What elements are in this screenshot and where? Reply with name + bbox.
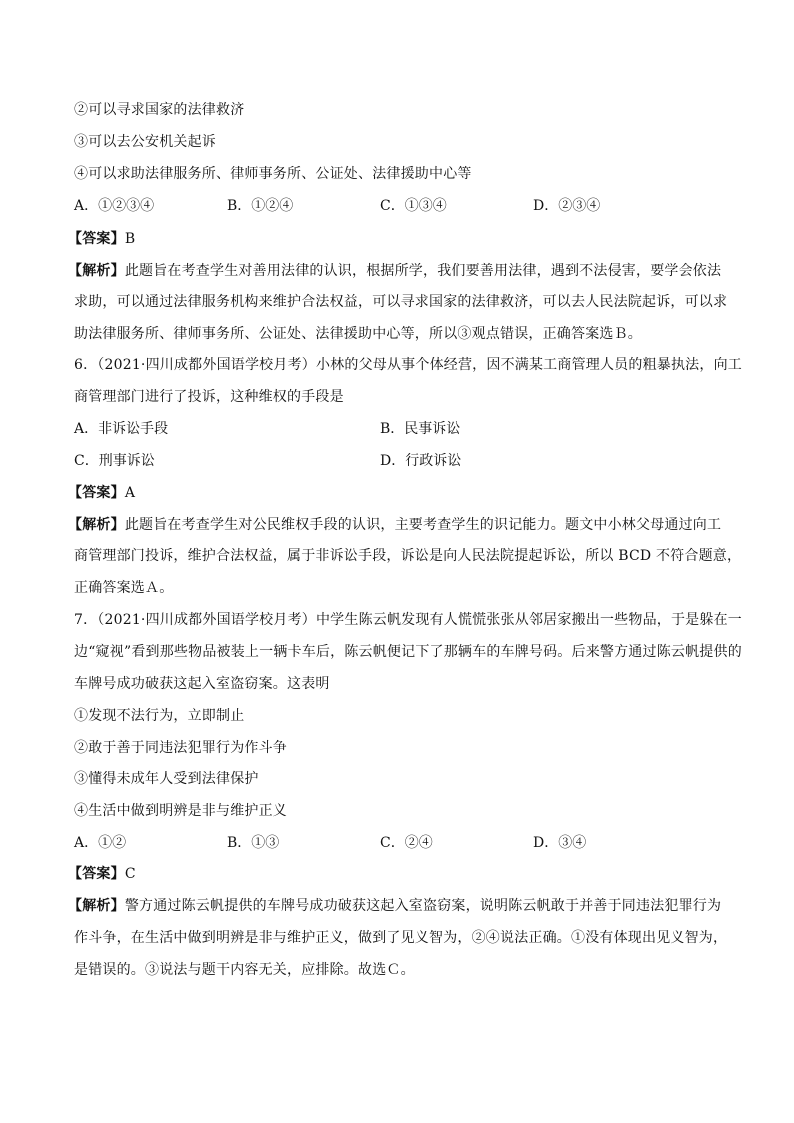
q7-answer: [68, 863, 136, 885]
q7-analysis-line-1: [68, 895, 721, 917]
q5-statement-3: ③可以去公安机关起诉: [74, 134, 216, 150]
answer-tag: 【答案】: [68, 231, 125, 247]
q7-statement-3: ③懂得未成年人受到法律保护: [74, 771, 259, 787]
analysis-tag: 【解析】: [68, 517, 125, 533]
q5-statement-2: ②可以寻求国家的法律救济: [74, 102, 245, 118]
q7-stem-line-2: 边“窥视”看到那些物品被装上一辆卡车后，陈云帆便记下了那辆车的车牌号码。后来警方通过陈云帆提供的: [74, 644, 742, 660]
q6-analysis-line-2: 商管理部门投诉，维护合法权益，属于非诉讼手段，诉讼是向人民法院提起诉讼，所以 BCD 不符合题意，: [74, 548, 742, 564]
analysis-tag: 【解析】: [68, 263, 125, 279]
answer-tag: 【答案】: [68, 485, 125, 501]
analysis-text: 此题旨在考查学生对善用法律的认识，根据所学，我们要善用法律，遇到不法侵害，要学会依法: [124, 263, 722, 279]
analysis-tag: 【解析】: [68, 898, 125, 914]
q6-option-b: B．民事诉讼: [380, 421, 461, 437]
q6-analysis-line-1: [68, 514, 721, 536]
q5-option-c: C．①③④: [380, 198, 447, 214]
analysis-text: 此题旨在考查学生对公民维权手段的认识，主要考查学生的识记能力。题文中小林父母通过向工: [124, 517, 722, 533]
q7-analysis-line-3: 是错误的。③说法与题干内容无关，应排除。故选Ｃ。: [74, 962, 415, 978]
q7-statement-2: ②敢于善于同违法犯罪行为作斗争: [74, 740, 287, 756]
q6-stem-line-1: 6．（2021·四川成都外国语学校月考）小林的父母从事个体经营，因不满某工商管理人员的粗暴执法，向工: [74, 357, 742, 373]
analysis-text: 警方通过陈云帆提供的车牌号成功破获这起入室盗窃案，说明陈云帆敢于并善于同违法犯罪行为: [124, 898, 722, 914]
q5-answer: [68, 228, 135, 250]
q7-statement-4: ④生活中做到明辨是非与维护正义: [74, 803, 287, 819]
q7-stem-line-3: 车牌号成功破获这起入室盗窃案。这表明: [74, 676, 330, 692]
q5-analysis-line-3: 助法律服务所、律师事务所、公证处、法律援助中心等，所以③观点错误，正确答案选Ｂ。: [74, 326, 642, 342]
answer-tag: 【答案】: [68, 866, 125, 882]
q6-answer: [68, 482, 135, 504]
q7-statement-1: ①发现不法行为，立即制止: [74, 708, 245, 724]
answer-value: C: [124, 866, 136, 882]
q6-stem-line-2: 商管理部门进行了投诉，这种维权的手段是: [74, 389, 344, 405]
q6-option-c: C．刑事诉讼: [74, 453, 155, 469]
q6-option-d: D．行政诉讼: [380, 453, 462, 469]
q5-analysis-line-2: 求助，可以通过法律服务机构来维护合法权益，可以寻求国家的法律救济，可以去人民法院起诉，可以求: [74, 294, 728, 310]
q6-option-a: A．非诉讼手段: [74, 421, 169, 437]
q5-option-a: A．①②③④: [74, 198, 155, 214]
answer-value: A: [124, 485, 136, 501]
answer-value: B: [124, 231, 136, 247]
q7-option-a: A．①②: [74, 835, 127, 851]
q7-option-b: B．①③: [227, 835, 280, 851]
q5-statement-4: ④可以求助法律服务所、律师事务所、公证处、法律援助中心等: [74, 166, 472, 182]
q7-option-d: D．③④: [533, 835, 587, 851]
q7-option-c: C．②④: [380, 835, 433, 851]
q7-stem-line-1: 7．（2021·四川成都外国语学校月考）中学生陈云帆发现有人慌慌张张从邻居家搬出一些物品，于是躲在一: [74, 612, 742, 628]
q5-option-d: D．②③④: [533, 198, 601, 214]
q5-analysis-line-1: [68, 260, 721, 282]
q6-analysis-line-3: 正确答案选Ａ。: [74, 580, 174, 596]
q5-option-b: B．①②④: [227, 198, 294, 214]
q7-analysis-line-2: 作斗争，在生活中做到明辨是非与维护正义，做到了见义智为，②④说法正确。①没有体现出见义智为，: [74, 930, 728, 946]
